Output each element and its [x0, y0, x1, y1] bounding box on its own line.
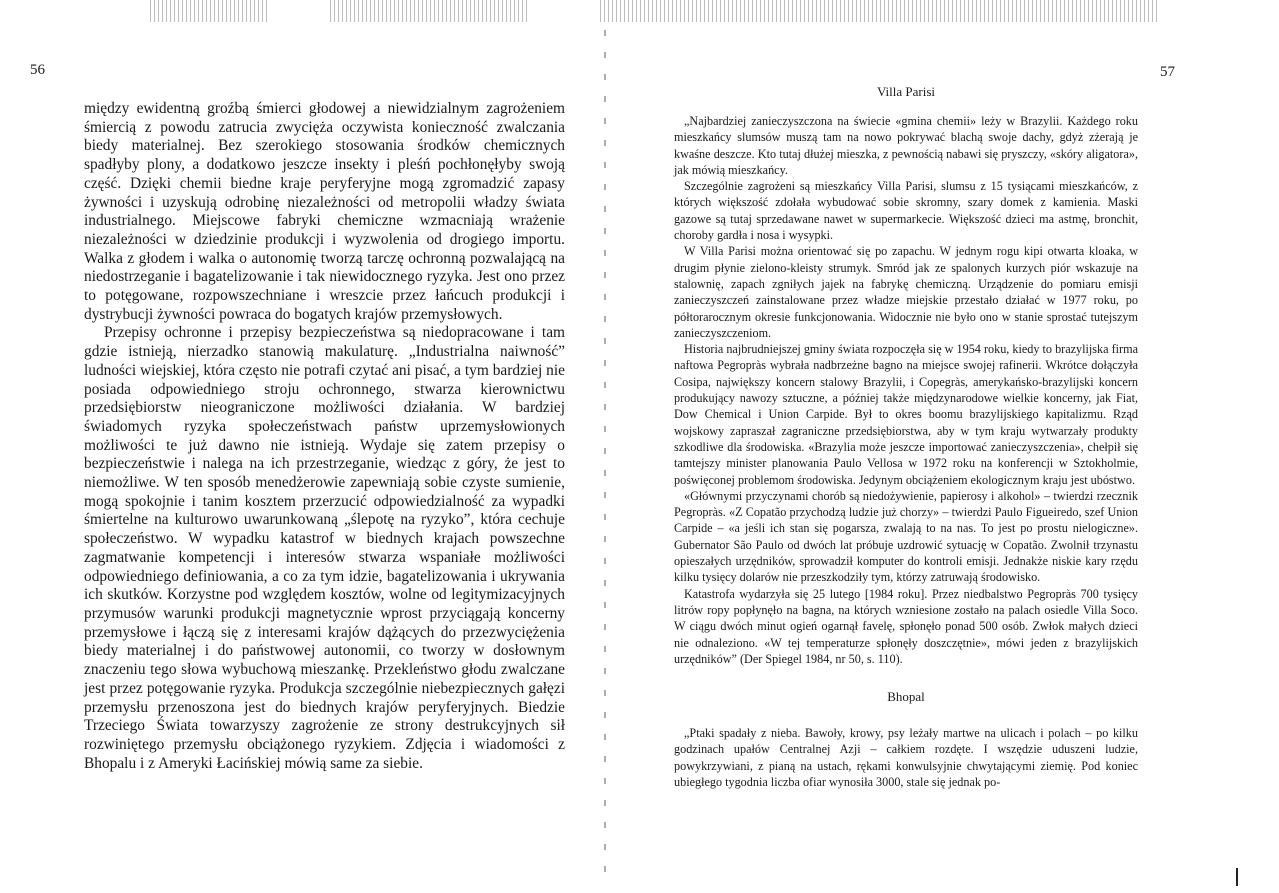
book-gutter — [604, 30, 606, 880]
scan-corner-mark — [1236, 868, 1238, 886]
page-number-left: 56 — [30, 62, 45, 78]
villa-paragraph: Szczególnie zagrożeni są mieszkańcy Villa Parisi, slumsu z 15 tysiącami mieszkańców, z których większość zdołała wybudować sobie skromny, szary domek z kamienia. Maski gazowe są tutaj sprzedawane nawet w supermarkecie. Większość dzieci ma astmę, bronchit, choroby gardła i nosa i wysypki. — [674, 179, 1138, 243]
left-paragraph: między ewidentną groźbą śmierci głodowej a niewidzialnym zagrożeniem śmiercią z powodu zatrucia zwycięża oczywista konieczność zwalczania biedy materialnej. Bez szerokiego stosowania środków chemicznych spadłyby plony, a dodatkowo jeszcze insekty i pleśń pochłonęłyby swoją część. Dzięki chemii biedne kraje peryferyjne mogą zgromadzić zapasy żywności i uzyskują odrobinę niezależności od metropolii władzy świata industrialnego. Miejscowe fabryki chemiczne wzmacniają wrażenie niezależności w dziedzinie produkcji i wyzwolenia od drogiego importu. Walka z głodem i walka o autonomię tworzą tarczę ochronną pozwalającą na niedostrzeganie i bagatelizowanie i tak niewidocznego ryzyka. Jest ono przez to potęgowane, rozpowszechniane i wreszcie przez łańcuch produkcji i dystrybucji żywności powraca do bogatych krajów przemysłowych. — [84, 100, 565, 323]
page-number-right: 57 — [1160, 64, 1175, 80]
bhopal-paragraph: „Ptaki spadały z nieba. Bawoły, krowy, psy leżały martwe na ulicach i polach – po kilku godzinach upałów Centralnej Azji – całkiem rozdęte. I wszędzie uduszeni ludzie, powykrzywiani, z pianą na ustach, rękami konwulsyjnie chwytającymi ziemię. Pod koniec ubiegłego tygodnia liczba ofiar wynosiła 3000, stale się jednak po- — [674, 726, 1138, 789]
scan-artifact-center — [330, 0, 530, 22]
left-page-body — [84, 100, 565, 773]
villa-paragraph: W Villa Parisi można orientować się po zapachu. W jednym rogu kipi otwarta kloaka, w drugim płynie zielono-kleisty strumyk. Smród jak ze spalonych kurzych piór wskazuje na stalownię, zapach zgniłych jajek na fabrykę chemiczną. Urządzenie do pomiaru emisji zanieczyszczeń zainstalowane przez władze miejskie przestało działać w 1977 roku, po półtorarocznym okresie funkcjonowania. Widocznie nie było ono w stanie sprostać tutejszym zanieczyszczeniom. — [674, 244, 1138, 340]
right-page-body — [674, 84, 1138, 790]
scan-artifact-right — [600, 0, 1160, 22]
section-heading-bhopal: Bhopal — [887, 689, 925, 705]
left-paragraph: Przepisy ochronne i przepisy bezpieczeństwa są niedopracowane i tam gdzie istnieją, nierzadko stanowią makulaturę. „Industrialna naiwność” ludności wiejskiej, która często nie potrafi czytać ani pisać, a tym bardziej nie posiada odpowiedniego stroju ochronnego, stwarza kierownictwu przedsiębiorstw nieograniczone możliwości działania. W bardziej świadomych ryzyka społeczeństwach państw uprzemysłowionych możliwości te już dawno nie istnieją. Wydaje się zatem przepisy o bezpieczeństwie i nalega na ich przestrzeganie, wiedząc z góry, że jest to niemożliwe. W ten sposób menedżerowie zapewniają sobie czyste sumienie, mogą spokojnie i tanim kosztem przerzucić odpowiedzialność za wypadki śmiertelne na kulturowo uwarunkowaną „ślepotę na ryzyko”, która cechuje społeczeństwo. W wypadku katastrof w biednych krajach powszechne zagmatwanie kompetencji i interesów stwarza wspaniałe możliwości odpowiedniego definiowania, a co za tym idzie, bagatelizowania i ukrywania ich skutków. Korzystne pod względem kosztów, wolne od legitymizacyjnych przymusów warunki produkcji magnetycznie wprost przyciągają koncerny przemysłowe i łączą się z interesami krajów dążących do przezwyciężenia biedy materialnej i do państwowej autonomii, co tworzy w dosłownym znaczeniu tego słowa wybuchową mieszankę. Przekleństwo głodu zwalczane jest przez potęgowanie ryzyka. Produkcja szczególnie niebezpiecznych gałęzi przemysłu przenoszona jest do biednych krajów peryferyjnych. Biedzie Trzeciego Świata towarzyszy zagrożenie ze strony destrukcyjnych sił rozwiniętego przemysłu obciążonego ryzykiem. Zdjęcia i wiadomości z Bhopalu i z Ameryki Łacińskiej mówią same za siebie. — [84, 324, 565, 772]
villa-paragraph: „Najbardziej zanieczyszczona na świecie «gmina chemii» leży w Brazylii. Każdego roku mieszkańcy slumsów muszą tam na nowo pokrywać blachą swoje dachy, gdyż zżerają je kwaśne deszcze. Kto tutaj dłużej mieszka, z pewnością nabawi się pryszczy, «skóry aligatora», jak mówią mieszkańcy. — [674, 114, 1138, 177]
villa-paragraph: Katastrofa wydarzyła się 25 lutego [1984 roku]. Przez niedbalstwo Pegropràs 700 tysięcy litrów ropy popłynęło na bagna, na których wzniesione zostało na palach osiedle Villa Soco. W ciągu dwóch minut ogień ogarnął favelę, spłonęło ponad 500 osób. Zwłok małych dzieci nie odnaleziono. «W tej temperaturze spłonęły doszczętnie», mówi jeden z brazylijskich urzędników” (Der Spiegel 1984, nr 50, s. 110). — [674, 586, 1138, 666]
scan-artifact-left — [150, 0, 270, 22]
villa-paragraph: Historia najbrudniejszej gminy świata rozpoczęła się w 1954 roku, kiedy to brazylijska firma naftowa Pegropràs wybrała nadbrzeżne bagno na miejsce swojej rafinerii. Wkrótce dołączyła Cosipa, największy koncern stalowy Brazylii, i Copegràs, amerykańsko-brazylijski koncern produkujący nawozy sztuczne, a później także międzynarodowe wielkie koncerny, jak Fiat, Dow Chemical i Union Carpide. Był to okres boomu brazylijskiego kapitalizmu. Rząd wojskowy zapraszał zagraniczne przedsiębiorstwa, aby w tym kraju wytwarzały produkty szkodliwe dla środowiska. «Brazylia może jeszcze importować zanieczyszczenia», chełpił się tamtejszy minister planowania Paulo Vellosa w 1972 roku na konferencji w Sztokholmie, poświęconej problemom środowiska. Jedynym obciążeniem ekologicznym kraju jest ubóstwo. — [674, 342, 1138, 487]
villa-paragraph: «Głównymi przyczynami chorób są niedożywienie, papierosy i alkohol» – twierdzi rzecznik Pegropràs. «Z Copatão przychodzą ludzie już chorzy» – twierdzi Paulo Figueiredo, szef Union Carpide – «a jeśli ich stan się pogarsza, zwalają to na nas. To jest po prostu nielogiczne». Gubernator São Paulo od dwóch lat próbuje uzdrowić sytuację w Copatão. Zwolnił trzynastu opieszałych urzędników, sprowadził komputer do kontroli emisji. Jednakże niskie kary rzędu kilku tysięcy dolarów nie przeszkodziły tym, którzy zatruwają środowisko. — [674, 488, 1138, 585]
section-heading-villa-parisi: Villa Parisi — [876, 84, 936, 99]
